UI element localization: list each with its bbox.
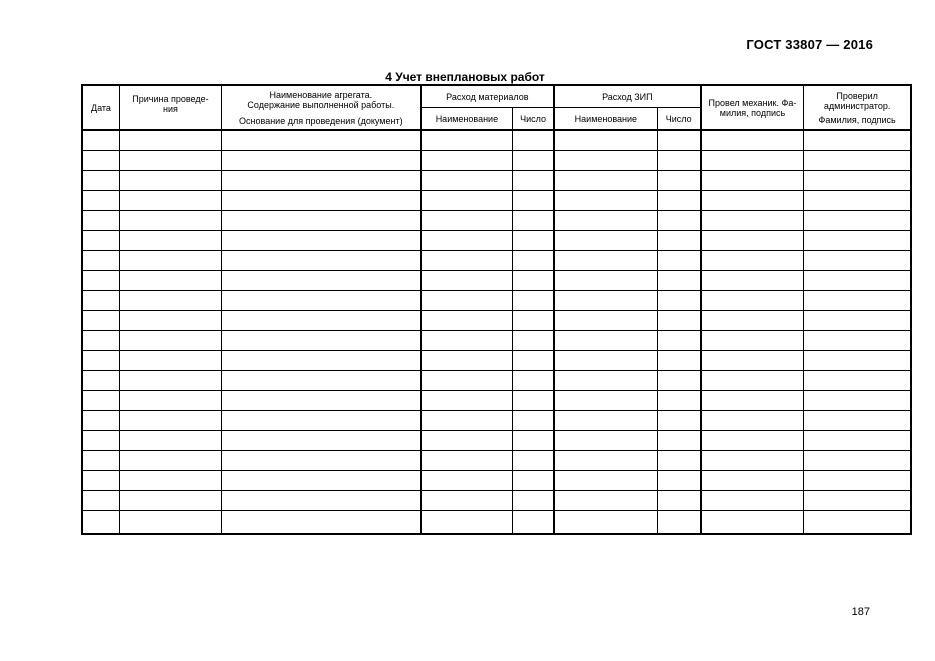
- cell-mechanic: [701, 431, 804, 451]
- cell-admin: [804, 411, 911, 431]
- cell-date: [82, 130, 119, 151]
- cell-mechanic: [701, 511, 804, 535]
- unplanned-work-log-table: [81, 84, 912, 535]
- cell-spare-parts-count: [657, 511, 700, 535]
- cell-spare-parts-count: [657, 431, 700, 451]
- table-header: [82, 85, 911, 130]
- cell-materials-count: [513, 211, 554, 231]
- cell-reason: [119, 511, 221, 535]
- cell-spare-parts-name: [554, 130, 657, 151]
- cell-materials-name: [421, 231, 513, 251]
- cell-reason: [119, 331, 221, 351]
- header-spare-parts-name-label: Наименование: [574, 113, 638, 124]
- cell-admin: [804, 291, 911, 311]
- cell-date: [82, 251, 119, 271]
- cell-materials-name: [421, 371, 513, 391]
- table-row: [82, 351, 911, 371]
- cell-unit: [221, 171, 420, 191]
- cell-mechanic: [701, 231, 804, 251]
- cell-materials-count: [513, 271, 554, 291]
- cell-spare-parts-count: [657, 311, 700, 331]
- cell-spare-parts-count: [657, 451, 700, 471]
- cell-materials-name: [421, 431, 513, 451]
- table-row: [82, 451, 911, 471]
- cell-spare-parts-count: [657, 171, 700, 191]
- table-row: [82, 371, 911, 391]
- cell-spare-parts-name: [554, 311, 657, 331]
- cell-admin: [804, 271, 911, 291]
- cell-materials-count: [513, 311, 554, 331]
- cell-materials-name: [421, 411, 513, 431]
- cell-admin: [804, 171, 911, 191]
- table-row: [82, 271, 911, 291]
- header-reason: [119, 85, 221, 130]
- cell-spare-parts-name: [554, 171, 657, 191]
- cell-unit: [221, 351, 420, 371]
- cell-spare-parts-count: [657, 251, 700, 271]
- cell-reason: [119, 231, 221, 251]
- cell-reason: [119, 371, 221, 391]
- cell-materials-count: [513, 191, 554, 211]
- table-row: [82, 151, 911, 171]
- cell-admin: [804, 211, 911, 231]
- cell-spare-parts-name: [554, 411, 657, 431]
- cell-materials-count: [513, 451, 554, 471]
- cell-spare-parts-name: [554, 471, 657, 491]
- header-materials-count-label: Число: [520, 113, 547, 124]
- cell-admin: [804, 471, 911, 491]
- cell-unit: [221, 251, 420, 271]
- cell-materials-count: [513, 171, 554, 191]
- header-admin-line1: Проверил: [836, 90, 878, 101]
- cell-spare-parts-name: [554, 431, 657, 451]
- cell-spare-parts-name: [554, 511, 657, 535]
- cell-spare-parts-count: [657, 391, 700, 411]
- table-row: [82, 231, 911, 251]
- cell-spare-parts-count: [657, 491, 700, 511]
- cell-admin: [804, 511, 911, 535]
- header-spare-parts: [554, 85, 701, 108]
- header-date: [82, 85, 119, 130]
- table-row: [82, 311, 911, 331]
- cell-materials-name: [421, 251, 513, 271]
- header-unit-line1: Наименование агрегата.: [269, 89, 373, 100]
- cell-unit: [221, 191, 420, 211]
- table-body: [82, 130, 911, 534]
- cell-unit: [221, 311, 420, 331]
- cell-materials-name: [421, 151, 513, 171]
- header-mechanic-line1: Провел механик. Фа-: [708, 97, 797, 108]
- cell-unit: [221, 151, 420, 171]
- cell-materials-name: [421, 171, 513, 191]
- cell-materials-count: [513, 471, 554, 491]
- header-spare-parts-count: [657, 108, 700, 131]
- cell-spare-parts-count: [657, 151, 700, 171]
- cell-date: [82, 511, 119, 535]
- cell-materials-count: [513, 511, 554, 535]
- cell-admin: [804, 191, 911, 211]
- cell-mechanic: [701, 451, 804, 471]
- header-reason-line2: ния: [163, 104, 178, 114]
- cell-unit: [221, 451, 420, 471]
- cell-materials-count: [513, 251, 554, 271]
- cell-mechanic: [701, 271, 804, 291]
- cell-spare-parts-name: [554, 271, 657, 291]
- cell-admin: [804, 391, 911, 411]
- cell-reason: [119, 130, 221, 151]
- header-materials-name-label: Наименование: [435, 113, 499, 124]
- cell-mechanic: [701, 151, 804, 171]
- cell-materials-count: [513, 371, 554, 391]
- header-spare-parts-name: [554, 108, 657, 131]
- table-row: [82, 511, 911, 535]
- table-row: [82, 191, 911, 211]
- cell-spare-parts-count: [657, 191, 700, 211]
- cell-materials-count: [513, 351, 554, 371]
- cell-spare-parts-name: [554, 151, 657, 171]
- cell-admin: [804, 351, 911, 371]
- cell-date: [82, 491, 119, 511]
- cell-admin: [804, 331, 911, 351]
- cell-reason: [119, 251, 221, 271]
- cell-date: [82, 451, 119, 471]
- cell-date: [82, 191, 119, 211]
- cell-date: [82, 411, 119, 431]
- cell-mechanic: [701, 211, 804, 231]
- cell-materials-name: [421, 130, 513, 151]
- cell-reason: [119, 431, 221, 451]
- header-materials-label: Расход материалов: [446, 91, 529, 102]
- cell-unit: [221, 331, 420, 351]
- cell-materials-count: [513, 491, 554, 511]
- table-row: [82, 331, 911, 351]
- cell-unit: [221, 130, 420, 151]
- cell-spare-parts-name: [554, 191, 657, 211]
- header-materials: [421, 85, 554, 108]
- cell-admin: [804, 130, 911, 151]
- cell-materials-name: [421, 291, 513, 311]
- cell-materials-name: [421, 491, 513, 511]
- cell-date: [82, 431, 119, 451]
- cell-mechanic: [701, 311, 804, 331]
- header-date-label: Дата: [90, 102, 111, 113]
- cell-admin: [804, 491, 911, 511]
- cell-unit: [221, 391, 420, 411]
- header-materials-count: [513, 108, 554, 131]
- cell-reason: [119, 471, 221, 491]
- cell-date: [82, 211, 119, 231]
- cell-date: [82, 311, 119, 331]
- cell-materials-count: [513, 411, 554, 431]
- cell-reason: [119, 271, 221, 291]
- cell-spare-parts-count: [657, 271, 700, 291]
- cell-mechanic: [701, 371, 804, 391]
- header-admin: [804, 85, 911, 130]
- cell-unit: [221, 431, 420, 451]
- cell-materials-count: [513, 331, 554, 351]
- cell-reason: [119, 391, 221, 411]
- cell-admin: [804, 311, 911, 331]
- cell-admin: [804, 371, 911, 391]
- cell-date: [82, 291, 119, 311]
- table-row: [82, 171, 911, 191]
- cell-mechanic: [701, 331, 804, 351]
- cell-materials-name: [421, 471, 513, 491]
- cell-mechanic: [701, 291, 804, 311]
- cell-unit: [221, 411, 420, 431]
- cell-spare-parts-count: [657, 130, 700, 151]
- cell-mechanic: [701, 491, 804, 511]
- cell-spare-parts-name: [554, 351, 657, 371]
- cell-date: [82, 391, 119, 411]
- cell-materials-name: [421, 211, 513, 231]
- cell-materials-count: [513, 431, 554, 451]
- cell-materials-name: [421, 511, 513, 535]
- cell-unit: [221, 511, 420, 535]
- cell-spare-parts-count: [657, 211, 700, 231]
- cell-materials-count: [513, 291, 554, 311]
- cell-date: [82, 151, 119, 171]
- cell-mechanic: [701, 191, 804, 211]
- standard-designation: ГОСТ 33807 — 2016: [746, 37, 873, 52]
- cell-date: [82, 331, 119, 351]
- cell-admin: [804, 151, 911, 171]
- cell-spare-parts-name: [554, 291, 657, 311]
- cell-spare-parts-count: [657, 351, 700, 371]
- cell-materials-name: [421, 311, 513, 331]
- cell-spare-parts-count: [657, 371, 700, 391]
- cell-reason: [119, 171, 221, 191]
- header-materials-name: [421, 108, 513, 131]
- cell-date: [82, 371, 119, 391]
- cell-date: [82, 471, 119, 491]
- cell-materials-count: [513, 151, 554, 171]
- cell-spare-parts-count: [657, 331, 700, 351]
- header-admin-line3: Фамилия, подпись: [818, 114, 896, 125]
- cell-materials-name: [421, 451, 513, 471]
- cell-date: [82, 171, 119, 191]
- cell-reason: [119, 291, 221, 311]
- cell-spare-parts-name: [554, 231, 657, 251]
- cell-materials-name: [421, 391, 513, 411]
- cell-mechanic: [701, 171, 804, 191]
- header-mechanic: [701, 85, 804, 130]
- header-spare-parts-count-label: Число: [665, 113, 692, 124]
- cell-spare-parts-name: [554, 391, 657, 411]
- cell-spare-parts-name: [554, 371, 657, 391]
- cell-spare-parts-name: [554, 491, 657, 511]
- cell-reason: [119, 411, 221, 431]
- cell-unit: [221, 291, 420, 311]
- cell-unit: [221, 231, 420, 251]
- table-row: [82, 291, 911, 311]
- cell-date: [82, 231, 119, 251]
- header-unit-line2: Содержание выполненной работы.: [247, 99, 395, 110]
- cell-admin: [804, 451, 911, 471]
- table-row: [82, 130, 911, 151]
- header-unit-line3: Основание для проведения (документ): [239, 115, 403, 126]
- cell-spare-parts-name: [554, 211, 657, 231]
- cell-materials-count: [513, 231, 554, 251]
- cell-materials-name: [421, 331, 513, 351]
- cell-mechanic: [701, 130, 804, 151]
- header-admin-line2: администратор.: [823, 100, 891, 111]
- header-mechanic-line2: милия, подпись: [719, 107, 786, 118]
- table-row: [82, 431, 911, 451]
- cell-admin: [804, 251, 911, 271]
- cell-mechanic: [701, 251, 804, 271]
- cell-mechanic: [701, 391, 804, 411]
- cell-reason: [119, 151, 221, 171]
- cell-spare-parts-count: [657, 291, 700, 311]
- table-row: [82, 211, 911, 231]
- table-row: [82, 251, 911, 271]
- cell-spare-parts-count: [657, 411, 700, 431]
- cell-reason: [119, 451, 221, 471]
- cell-unit: [221, 491, 420, 511]
- cell-reason: [119, 211, 221, 231]
- cell-spare-parts-count: [657, 471, 700, 491]
- header-spare-parts-label: Расход ЗИП: [602, 91, 653, 102]
- cell-materials-name: [421, 191, 513, 211]
- section-title: 4 Учет внеплановых работ: [385, 70, 545, 84]
- table-row: [82, 471, 911, 491]
- cell-materials-name: [421, 271, 513, 291]
- table-row: [82, 411, 911, 431]
- header-unit: [221, 85, 420, 130]
- cell-unit: [221, 471, 420, 491]
- cell-unit: [221, 211, 420, 231]
- cell-reason: [119, 311, 221, 331]
- cell-admin: [804, 231, 911, 251]
- cell-materials-name: [421, 351, 513, 371]
- cell-admin: [804, 431, 911, 451]
- cell-reason: [119, 351, 221, 371]
- cell-date: [82, 351, 119, 371]
- cell-mechanic: [701, 411, 804, 431]
- cell-reason: [119, 191, 221, 211]
- cell-mechanic: [701, 471, 804, 491]
- cell-unit: [221, 271, 420, 291]
- header-reason-line1: Причина проведе-: [132, 94, 209, 104]
- cell-date: [82, 271, 119, 291]
- cell-unit: [221, 371, 420, 391]
- cell-spare-parts-name: [554, 251, 657, 271]
- cell-spare-parts-name: [554, 451, 657, 471]
- cell-spare-parts-count: [657, 231, 700, 251]
- cell-materials-count: [513, 130, 554, 151]
- cell-materials-count: [513, 391, 554, 411]
- cell-spare-parts-name: [554, 331, 657, 351]
- cell-reason: [119, 491, 221, 511]
- page-number: 187: [851, 606, 870, 618]
- table-row: [82, 391, 911, 411]
- table-row: [82, 491, 911, 511]
- cell-mechanic: [701, 351, 804, 371]
